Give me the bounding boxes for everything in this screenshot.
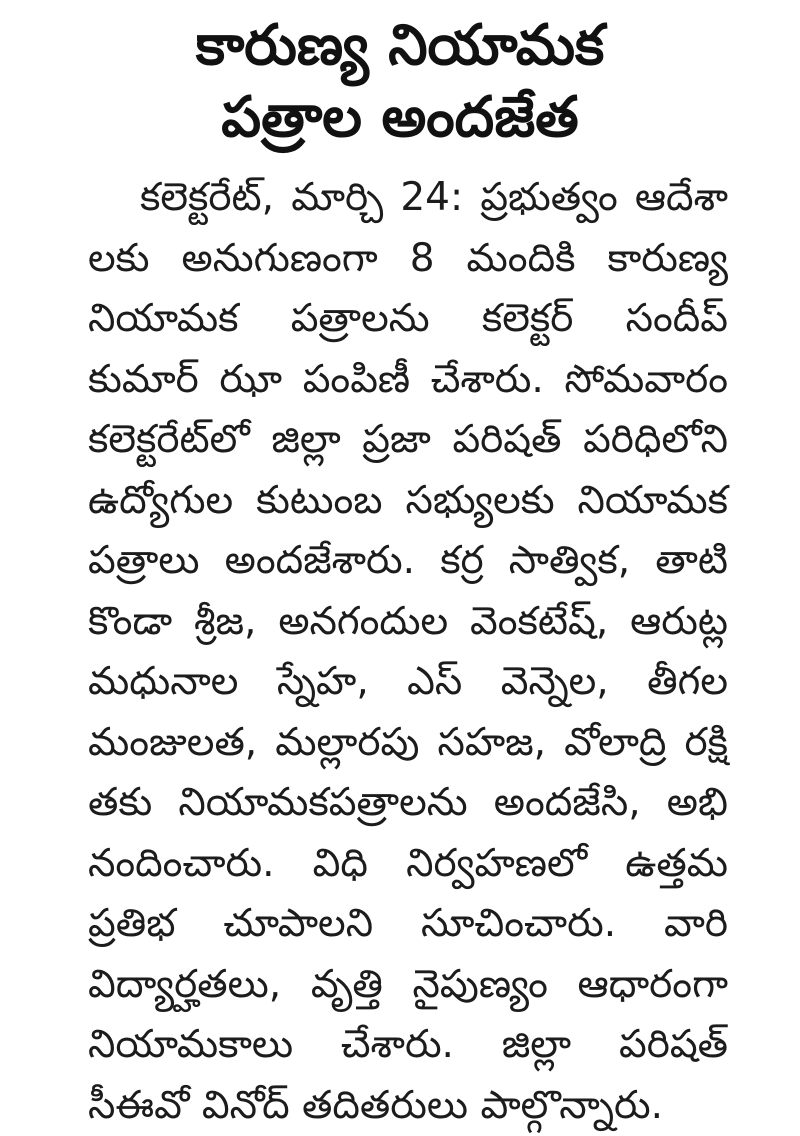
body-line: ఉద్యోగుల కుటుంబ సభ్యులకు నియామక xyxy=(88,471,728,532)
article-body xyxy=(88,168,728,1136)
body-line: పత్రాలు అందజేశారు. కర్ర సాత్విక, తాటి xyxy=(88,531,728,592)
body-line: సీఈవో వినోద్ తదితరులు పాల్గొన్నారు. xyxy=(88,1076,728,1136)
body-line: కుమార్ ఝా పంపిణీ చేశారు. సోమవారం xyxy=(88,350,728,411)
headline-line-2: పత్రాల అందజేత xyxy=(0,82,800,154)
body-line: నందించారు. విధి నిర్వహణలో ఉత్తమ xyxy=(88,834,728,895)
body-line: కొండా శ్రీజ, అనగందుల వెంకటేష్, ఆరుట్ల xyxy=(88,592,728,653)
body-line: తకు నియామకపత్రాలను అందజేసి, అభి xyxy=(88,773,728,834)
body-line: లకు అనుగుణంగా 8 మందికి కారుణ్య xyxy=(88,229,728,290)
body-line: మంజులత, మల్లారపు సహజ, వోలాద్రి రక్షి xyxy=(88,713,728,774)
body-line: విద్యార్హతలు, వృత్తి నైపుణ్యం ఆధారంగా xyxy=(88,955,728,1016)
body-line: కలెక్టరేట్, మార్చి 24: ప్రభుత్వం ఆదేశా xyxy=(88,168,728,229)
headline-line-1: కారుణ్య నియామక xyxy=(0,10,800,82)
body-line: కలెక్టరేట్‌లో జిల్లా ప్రజా పరిషత్ పరిధిలోని xyxy=(88,410,728,471)
body-line: నియామకాలు చేశారు. జిల్లా పరిషత్ xyxy=(88,1015,728,1076)
body-line: మధునాల స్నేహ, ఎస్ వెన్నెల, తీగల xyxy=(88,652,728,713)
body-line: ప్రతిభ చూపాలని సూచించారు. వారి xyxy=(88,894,728,955)
body-line: నియామక పత్రాలను కలెక్టర్ సందీప్ xyxy=(88,289,728,350)
headline xyxy=(0,10,800,154)
